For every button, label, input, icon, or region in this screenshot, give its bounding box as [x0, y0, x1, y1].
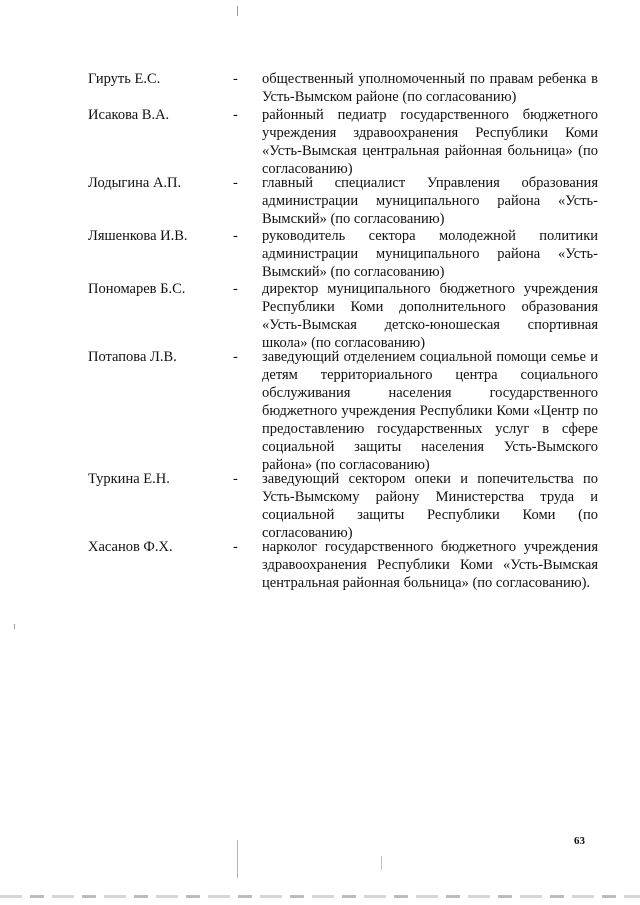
dash-separator: - — [233, 471, 238, 487]
dash-separator: - — [233, 175, 238, 191]
scan-artifact — [381, 856, 382, 870]
person-name: Хасанов Ф.Х. — [88, 539, 173, 555]
dash-separator: - — [233, 107, 238, 123]
person-role: главный специалист Управления образования администрации муниципального района «Усть-Вымский» (по согласованию) — [262, 175, 598, 227]
person-role: общественный уполномоченный по правам ребенка в Усть-Вымском районе (по согласованию) — [262, 71, 598, 105]
person-role: директор муниципального бюджетного учреждения Республики Коми дополнительного образования «Усть-Вымская детско-юношеская спортивная школа» (по согласованию) — [262, 281, 598, 351]
dash-separator: - — [233, 71, 238, 87]
dash-separator: - — [233, 281, 238, 297]
person-role: заведующий отделением социальной помощи семье и детям территориального центра социального обслуживания населения государственного бюджетного учреждения Республики Коми «Центр по предоставлению государственных услуг в сфере социальной защиты населения Усть-Вымского района» (по согласованию) — [262, 349, 598, 473]
person-role: районный педиатр государственного бюджетного учреждения здравоохранения Республики Коми «Усть-Вымская центральная районная больница» (по согласованию) — [262, 107, 598, 177]
scan-artifact — [0, 895, 640, 898]
dash-separator: - — [233, 349, 238, 365]
person-name: Пономарев Б.С. — [88, 281, 186, 297]
dash-separator: - — [233, 539, 238, 555]
person-name: Лодыгина А.П. — [88, 175, 182, 191]
person-role: руководитель сектора молодежной политики администрации муниципального района «Усть-Вымский» (по согласованию) — [262, 228, 598, 280]
person-name: Ляшенкова И.В. — [88, 228, 188, 244]
scan-artifact — [237, 6, 238, 16]
person-role: нарколог государственного бюджетного учреждения здравоохранения Республики Коми «Усть-Вымская центральная районная больница» (по согласованию). — [262, 539, 598, 591]
dash-separator: - — [233, 228, 238, 244]
person-name: Гируть Е.С. — [88, 71, 161, 87]
person-name: Потапова Л.В. — [88, 349, 177, 365]
person-role: заведующий сектором опеки и попечительства по Усть-Вымскому району Министерства труда и социальной защиты Республики Коми (по согласованию) — [262, 471, 598, 541]
scan-artifact — [14, 624, 15, 629]
scan-artifact — [237, 840, 238, 878]
person-name: Туркина Е.Н. — [88, 471, 170, 487]
person-name: Исакова В.А. — [88, 107, 170, 123]
page-number: 63 — [574, 835, 585, 847]
